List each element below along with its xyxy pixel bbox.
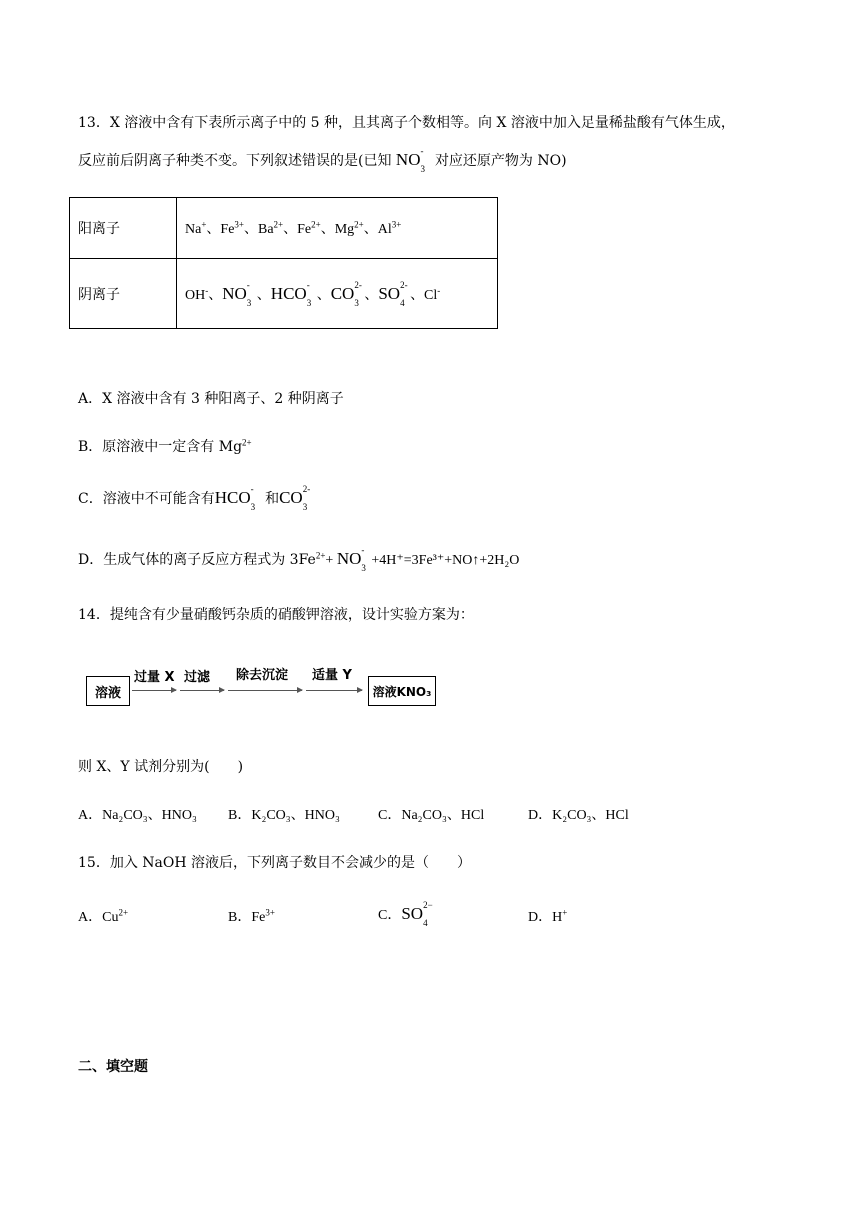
flow-arrow-3 — [228, 690, 302, 691]
q14-option-c[interactable]: C．Na₂CO₃、HCl — [378, 808, 485, 823]
q14-option-a[interactable]: A．Na₂CO₃、HNO₃ — [78, 808, 197, 823]
nitrate-ion: NO - 3 — [395, 146, 425, 174]
cation-header: 阳离子 — [70, 198, 177, 259]
cation-row — [70, 198, 498, 259]
flow-arrow-2 — [180, 690, 224, 691]
q14-stem: 14．提纯含有少量硝酸钙杂质的硝酸钾溶液，设计实验方案为： — [78, 607, 474, 623]
flow-diagram — [86, 660, 446, 720]
q13-line2-b: 对应还原产物为 NO) — [434, 153, 567, 169]
q13-line2 — [78, 146, 567, 174]
q13-option-d[interactable]: D．生成气体的离子反应方程式为 $3Fe^{2+}+$ NO - 3 +4H⁺=3Fe³⁺+NO↑+2H₂O — [78, 545, 520, 573]
anion-list: OH-、NO - 3 、HCO - 3 、CO 2- 3 、SO 2- 4 、Cl- — [177, 259, 498, 329]
q14-option-b[interactable]: B．K₂CO₃、HNO₃ — [228, 808, 340, 823]
ion-table — [69, 197, 498, 329]
q14-option-d[interactable]: D．K₂CO₃、HCl — [528, 808, 629, 823]
q13-line2-a: 反应前后阴离子种类不变。下列叙述错误的是(已知 — [78, 153, 392, 169]
section2-title: 二、填空题 — [78, 1059, 148, 1075]
flow-start-box: 溶液 — [86, 676, 130, 706]
q14-ask: 则 X、Y 试剂分别为( ) — [78, 759, 244, 775]
q13-line1: 13．X 溶液中含有下表所示离子中的 5 种，且其离子个数相等。向 X 溶液中加入足量稀盐酸有气体生成， — [78, 115, 735, 131]
flow-arrow-4 — [306, 690, 362, 691]
q15-option-b[interactable]: B．$Fe^{3+}$ — [228, 907, 275, 925]
flow-step2-label: 过滤 — [184, 670, 211, 685]
q15-option-a[interactable]: A．$Cu^{2+}$ — [78, 907, 129, 925]
flow-step3-label: 除去沉淀 — [236, 668, 289, 683]
q13-option-b[interactable]: B．原溶液中一定含有 $Mg^{2+}$ — [78, 437, 252, 455]
q13-option-a[interactable]: A．X 溶液中含有 3 种阳离子、2 种阴离子 — [78, 391, 344, 407]
q13-option-c[interactable]: C．溶液中不可能含有HCO - 3 和CO 2- 3 — [78, 484, 311, 512]
q15-option-d[interactable]: D．H+ — [528, 907, 568, 925]
anion-row — [70, 259, 498, 329]
flow-end-box: 溶液KNO₃ — [368, 676, 436, 706]
cation-list: Na+、$Fe^{3+}$、$Ba^{2+}$、$Fe^{2+}$、$Mg^{2+}$、$Al^{3+}$ — [177, 198, 498, 259]
q15-stem: 15．加入 NaOH 溶液后，下列离子数目不会减少的是（ ） — [78, 855, 471, 871]
q15-option-c[interactable]: C．SO 2− 4 — [378, 900, 433, 928]
anion-header: 阴离子 — [70, 259, 177, 329]
flow-step4-label: 适量 Y — [312, 668, 352, 683]
flow-arrow-1 — [132, 690, 176, 691]
flow-step1-label: 过量 X — [134, 670, 175, 685]
